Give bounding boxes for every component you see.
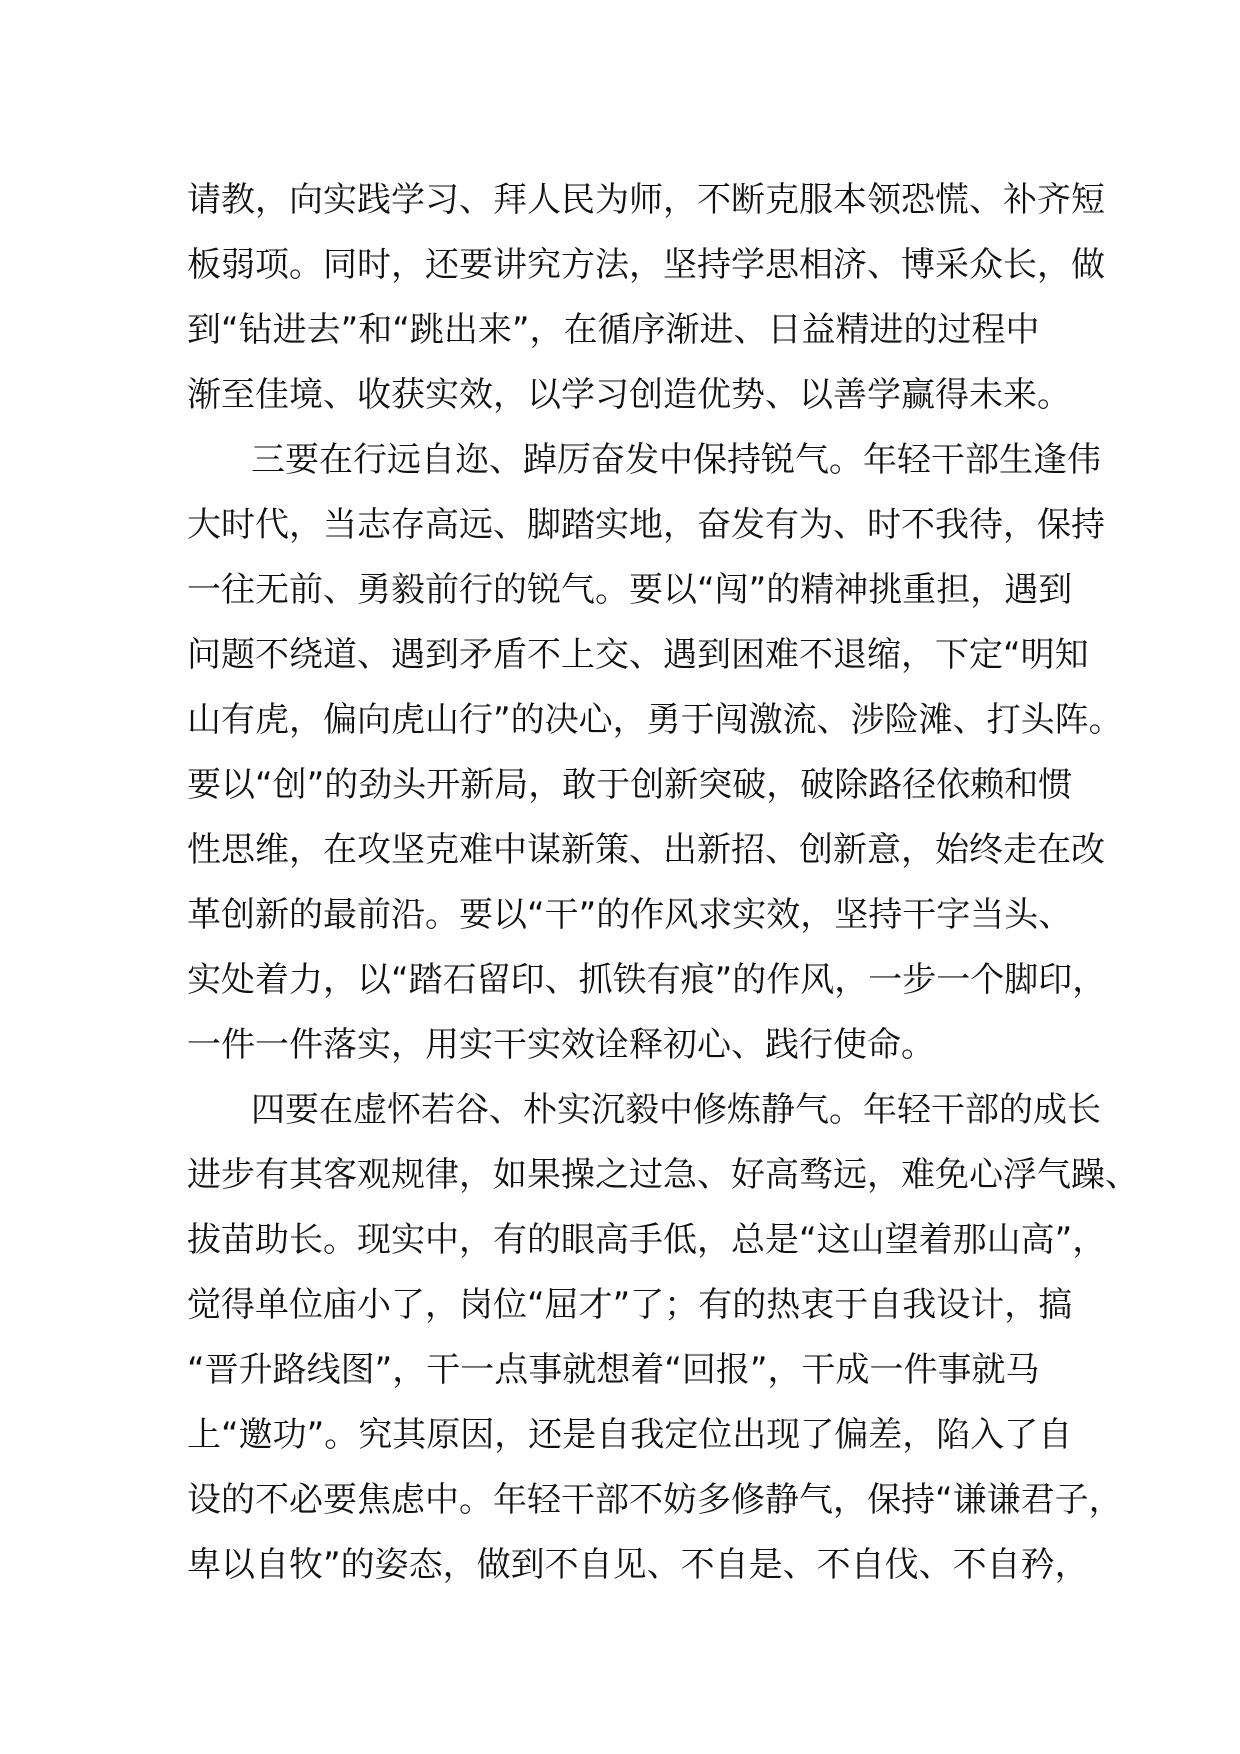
text-line: 革创新的最前沿。要以“干”的作风求实效，坚持干字当头、: [187, 895, 1073, 935]
paragraph-start-line: 三要在行远自迩、踔厉奋发中保持锐气。年轻干部生逢伟: [251, 440, 1101, 480]
text-line: 渐至佳境、收获实效，以学习创造优势、以善学赢得未来。: [187, 375, 1071, 415]
text-line: 进步有其客观规律，如果操之过急、好高骛远，难免心浮气躁、: [187, 1155, 1139, 1195]
text-line: 实处着力，以“踏石留印、抓铁有痕”的作风，一步一个脚印，: [187, 960, 1107, 1000]
text-line: 卑以自牧”的姿态，做到不自见、不自是、不自伐、不自矜，: [187, 1545, 1089, 1585]
text-line: 一件一件落实，用实干实效诠释初心、践行使命。: [187, 1025, 935, 1065]
text-line: 请教，向实践学习、拜人民为师，不断克服本领恐慌、补齐短: [187, 180, 1105, 220]
body-text: [187, 168, 1139, 1598]
text-line: 设的不必要焦虑中。年轻干部不妨多修静气，保持“谦谦君子，: [187, 1480, 1123, 1520]
text-line: 山有虎，偏向虎山行”的决心，勇于闯激流、涉险滩、打头阵。: [187, 700, 1123, 740]
paragraph-start-line: 四要在虚怀若谷、朴实沉毅中修炼静气。年轻干部的成长: [251, 1090, 1101, 1130]
text-line: 问题不绕道、遇到矛盾不上交、遇到困难不退缩，下定“明知: [187, 635, 1089, 675]
text-line: 到“钻进去”和“跳出来”，在循序渐进、日益精进的过程中: [187, 310, 1040, 350]
text-line: 拔苗助长。现实中，有的眼高手低，总是“这山望着那山高”，: [187, 1220, 1107, 1260]
text-line: “晋升路线图”，干一点事就想着“回报”，干成一件事就马: [187, 1350, 1040, 1390]
text-line: 板弱项。同时，还要讲究方法，坚持学思相济、博采众长，做: [187, 245, 1105, 285]
text-line: 性思维，在攻坚克难中谋新策、出新招、创新意，始终走在改: [187, 830, 1105, 870]
text-line: 一往无前、勇毅前行的锐气。要以“闯”的精神挑重担，遇到: [187, 570, 1073, 610]
text-line: 觉得单位庙小了，岗位“屈才”了；有的热衷于自我设计，搞: [187, 1285, 1073, 1325]
text-line: 大时代，当志存高远、脚踏实地，奋发有为、时不我待，保持: [187, 505, 1105, 545]
text-line: 要以“创”的劲头开新局，敢于创新突破，破除路径依赖和惯: [187, 765, 1073, 805]
text-line: 上“邀功”。究其原因，还是自我定位出现了偏差，陷入了自: [187, 1415, 1073, 1455]
